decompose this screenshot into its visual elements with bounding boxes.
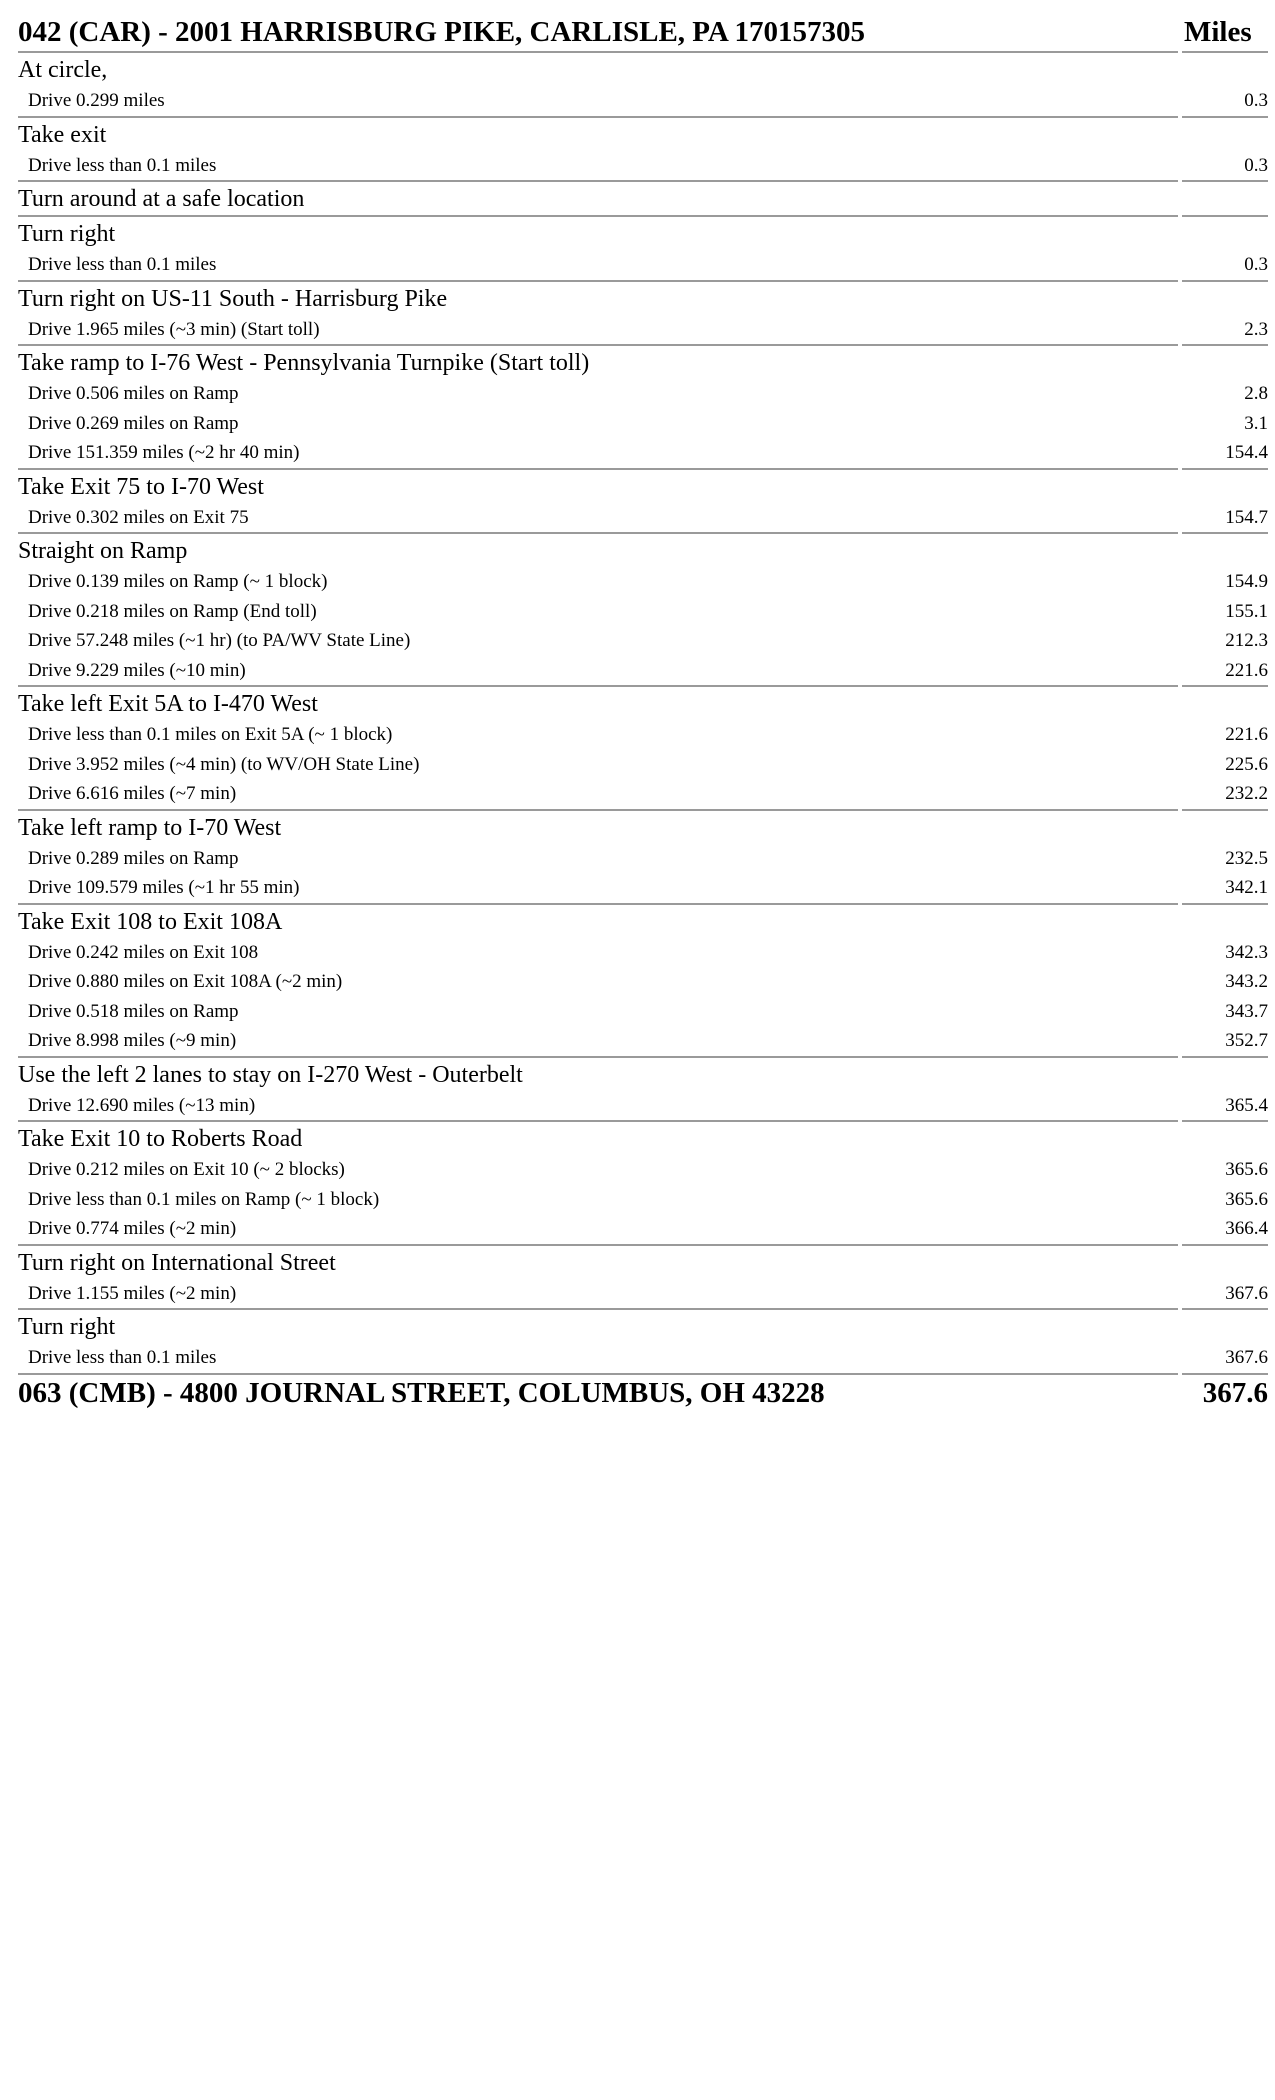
- drive-detail-text: Drive 0.302 miles on Exit 75: [18, 503, 1178, 535]
- drive-detail-row: [18, 1185, 1268, 1215]
- drive-detail-text: Drive 1.155 miles (~2 min): [18, 1279, 1178, 1311]
- drive-detail-text: Drive 9.229 miles (~10 min): [18, 656, 1178, 688]
- step-row: [18, 687, 1268, 720]
- drive-detail-row: [18, 597, 1268, 627]
- step-row: [18, 1058, 1268, 1091]
- cumulative-miles: 221.6: [1225, 724, 1268, 745]
- drive-detail-text: Drive 1.965 miles (~3 min) (Start toll): [18, 315, 1178, 347]
- step-miles-cell: [1182, 118, 1268, 151]
- step-miles-cell: [1182, 1246, 1268, 1279]
- step-instruction: Turn right: [18, 221, 116, 247]
- step-instruction: Turn right: [18, 1314, 116, 1340]
- origin-address: 042 (CAR) - 2001 HARRISBURG PIKE, CARLISLE, PA 170157305: [18, 14, 1178, 53]
- step-miles-cell: [1182, 346, 1268, 379]
- directions-table: [14, 14, 1272, 1412]
- step-row: [18, 905, 1268, 938]
- cumulative-miles: 365.4: [1182, 1091, 1268, 1123]
- destination-address: 063 (CMB) - 4800 JOURNAL STREET, COLUMBUS, OH 43228: [18, 1376, 825, 1409]
- cumulative-miles: 365.6: [1225, 1159, 1268, 1180]
- cumulative-miles: 0.3: [1182, 250, 1268, 282]
- step-miles-cell: [1182, 470, 1268, 503]
- footer-row: [18, 1375, 1268, 1412]
- drive-detail-text: Drive 0.880 miles on Exit 108A (~2 min): [28, 971, 343, 992]
- step-miles-cell: [1182, 1310, 1268, 1343]
- step-row: [18, 282, 1268, 315]
- header-row: [18, 14, 1268, 53]
- step-instruction: Take exit: [18, 121, 107, 148]
- step-instruction: Take Exit 10 to Roberts Road: [18, 1126, 303, 1152]
- cumulative-miles: 221.6: [1182, 656, 1268, 688]
- drive-detail-row: [18, 626, 1268, 656]
- cumulative-miles: 232.5: [1225, 847, 1268, 869]
- step-instruction: Take ramp to I-76 West - Pennsylvania Turnpike (Start toll): [18, 350, 590, 376]
- total-miles: 367.6: [1202, 1376, 1268, 1409]
- drive-detail-text: Drive 57.248 miles (~1 hr) (to PA/WV State Line): [28, 630, 411, 651]
- cumulative-miles: 367.6: [1182, 1279, 1268, 1311]
- cumulative-miles: 232.2: [1182, 779, 1268, 811]
- drive-detail-text: Drive 0.289 miles on Ramp: [28, 847, 239, 869]
- cumulative-miles: 367.6: [1182, 1343, 1268, 1375]
- cumulative-miles: 2.8: [1244, 383, 1268, 404]
- step-row: [18, 182, 1268, 217]
- step-row: [18, 1122, 1268, 1155]
- step-instruction: Use the left 2 lanes to stay on I-270 West - Outerbelt: [18, 1061, 523, 1088]
- drive-detail-row: [18, 567, 1268, 597]
- cumulative-miles: 2.3: [1182, 315, 1268, 347]
- step-row: [18, 534, 1268, 567]
- drive-detail-text: Drive 8.998 miles (~9 min): [18, 1026, 1178, 1058]
- drive-detail-text: Drive 0.518 miles on Ramp: [28, 1000, 239, 1022]
- drive-detail-row: [18, 503, 1268, 535]
- drive-detail-row: [18, 409, 1268, 439]
- step-instruction: Straight on Ramp: [18, 538, 188, 564]
- step-instruction: Turn right on International Street: [18, 1249, 336, 1276]
- cumulative-miles: 154.4: [1182, 438, 1268, 470]
- drive-detail-row: [18, 379, 1268, 409]
- drive-detail-row: [18, 1026, 1268, 1058]
- drive-detail-row: [18, 438, 1268, 470]
- drive-detail-row: [18, 315, 1268, 347]
- step-miles-cell: [1182, 534, 1268, 567]
- drive-detail-row: [18, 1091, 1268, 1123]
- step-row: [18, 1246, 1268, 1279]
- cumulative-miles: 0.3: [1182, 151, 1268, 183]
- cumulative-miles: 365.6: [1225, 1188, 1268, 1210]
- drive-detail-text: Drive 0.242 miles on Exit 108: [28, 941, 259, 963]
- step-instruction: Take left ramp to I-70 West: [18, 814, 282, 841]
- step-miles-cell: [1182, 217, 1268, 250]
- cumulative-miles: 154.7: [1182, 503, 1268, 535]
- drive-detail-text: Drive 0.212 miles on Exit 10 (~ 2 blocks): [28, 1159, 345, 1180]
- step-miles-cell: [1182, 53, 1268, 86]
- drive-detail-text: Drive less than 0.1 miles: [18, 250, 1178, 282]
- drive-detail-row: [18, 1279, 1268, 1311]
- drive-detail-row: [18, 750, 1268, 780]
- drive-detail-text: Drive less than 0.1 miles on Exit 5A (~ 1 block): [28, 724, 393, 745]
- drive-detail-row: [18, 656, 1268, 688]
- cumulative-miles: 154.9: [1225, 571, 1268, 592]
- drive-detail-row: [18, 250, 1268, 282]
- drive-detail-row: [18, 938, 1268, 968]
- cumulative-miles: 343.7: [1225, 1000, 1268, 1022]
- drive-detail-row: [18, 720, 1268, 750]
- drive-detail-text: Drive 3.952 miles (~4 min) (to WV/OH State Line): [28, 753, 420, 775]
- cumulative-miles: 3.1: [1244, 412, 1268, 434]
- drive-detail-row: [18, 997, 1268, 1027]
- step-miles-cell: [1182, 1122, 1268, 1155]
- step-miles-cell: [1182, 811, 1268, 844]
- steps-body: [18, 53, 1268, 1375]
- step-miles-cell: [1182, 687, 1268, 720]
- step-miles-cell: [1182, 182, 1268, 217]
- cumulative-miles: 0.3: [1182, 86, 1268, 118]
- step-row: [18, 217, 1268, 250]
- miles-column-header: Miles: [1182, 14, 1268, 53]
- drive-detail-row: [18, 151, 1268, 183]
- drive-detail-text: Drive 0.299 miles: [18, 86, 1178, 118]
- step-miles-cell: [1182, 905, 1268, 938]
- drive-detail-row: [18, 779, 1268, 811]
- cumulative-miles: 225.6: [1225, 753, 1268, 775]
- step-row: [18, 1310, 1268, 1343]
- step-row: [18, 346, 1268, 379]
- drive-detail-row: [18, 844, 1268, 874]
- cumulative-miles: 155.1: [1225, 600, 1268, 622]
- step-instruction: Take Exit 108 to Exit 108A: [18, 908, 283, 935]
- drive-detail-row: [18, 873, 1268, 905]
- step-row: [18, 118, 1268, 151]
- drive-detail-text: Drive less than 0.1 miles: [18, 1343, 1178, 1375]
- drive-detail-text: Drive 151.359 miles (~2 hr 40 min): [18, 438, 1178, 470]
- cumulative-miles: 212.3: [1225, 630, 1268, 651]
- drive-detail-text: Drive less than 0.1 miles: [18, 151, 1178, 183]
- step-miles-cell: [1182, 1058, 1268, 1091]
- step-row: [18, 470, 1268, 503]
- step-instruction: Turn around at a safe location: [18, 182, 1178, 217]
- step-instruction: Turn right on US-11 South - Harrisburg Pike: [18, 285, 448, 312]
- step-instruction: At circle,: [18, 57, 108, 83]
- drive-detail-row: [18, 1155, 1268, 1185]
- drive-detail-row: [18, 1343, 1268, 1375]
- drive-detail-text: Drive 0.218 miles on Ramp (End toll): [28, 600, 317, 622]
- step-row: [18, 53, 1268, 86]
- drive-detail-text: Drive 0.774 miles (~2 min): [18, 1214, 1178, 1246]
- drive-detail-text: Drive 12.690 miles (~13 min): [18, 1091, 1178, 1123]
- drive-detail-text: Drive 0.139 miles on Ramp (~ 1 block): [28, 571, 328, 592]
- drive-detail-text: Drive less than 0.1 miles on Ramp (~ 1 block): [28, 1188, 380, 1210]
- cumulative-miles: 343.2: [1225, 971, 1268, 992]
- cumulative-miles: 366.4: [1182, 1214, 1268, 1246]
- drive-detail-text: Drive 0.269 miles on Ramp: [28, 412, 239, 434]
- drive-detail-text: Drive 109.579 miles (~1 hr 55 min): [18, 873, 1178, 905]
- step-instruction: Take Exit 75 to I-70 West: [18, 473, 264, 500]
- drive-detail-row: [18, 1214, 1268, 1246]
- drive-detail-text: Drive 6.616 miles (~7 min): [18, 779, 1178, 811]
- step-instruction: Take left Exit 5A to I-470 West: [18, 691, 318, 717]
- drive-detail-row: [18, 86, 1268, 118]
- cumulative-miles: 342.1: [1182, 873, 1268, 905]
- drive-detail-row: [18, 967, 1268, 997]
- step-row: [18, 811, 1268, 844]
- cumulative-miles: 352.7: [1182, 1026, 1268, 1058]
- step-miles-cell: [1182, 282, 1268, 315]
- drive-detail-text: Drive 0.506 miles on Ramp: [28, 383, 239, 404]
- cumulative-miles: 342.3: [1225, 941, 1268, 963]
